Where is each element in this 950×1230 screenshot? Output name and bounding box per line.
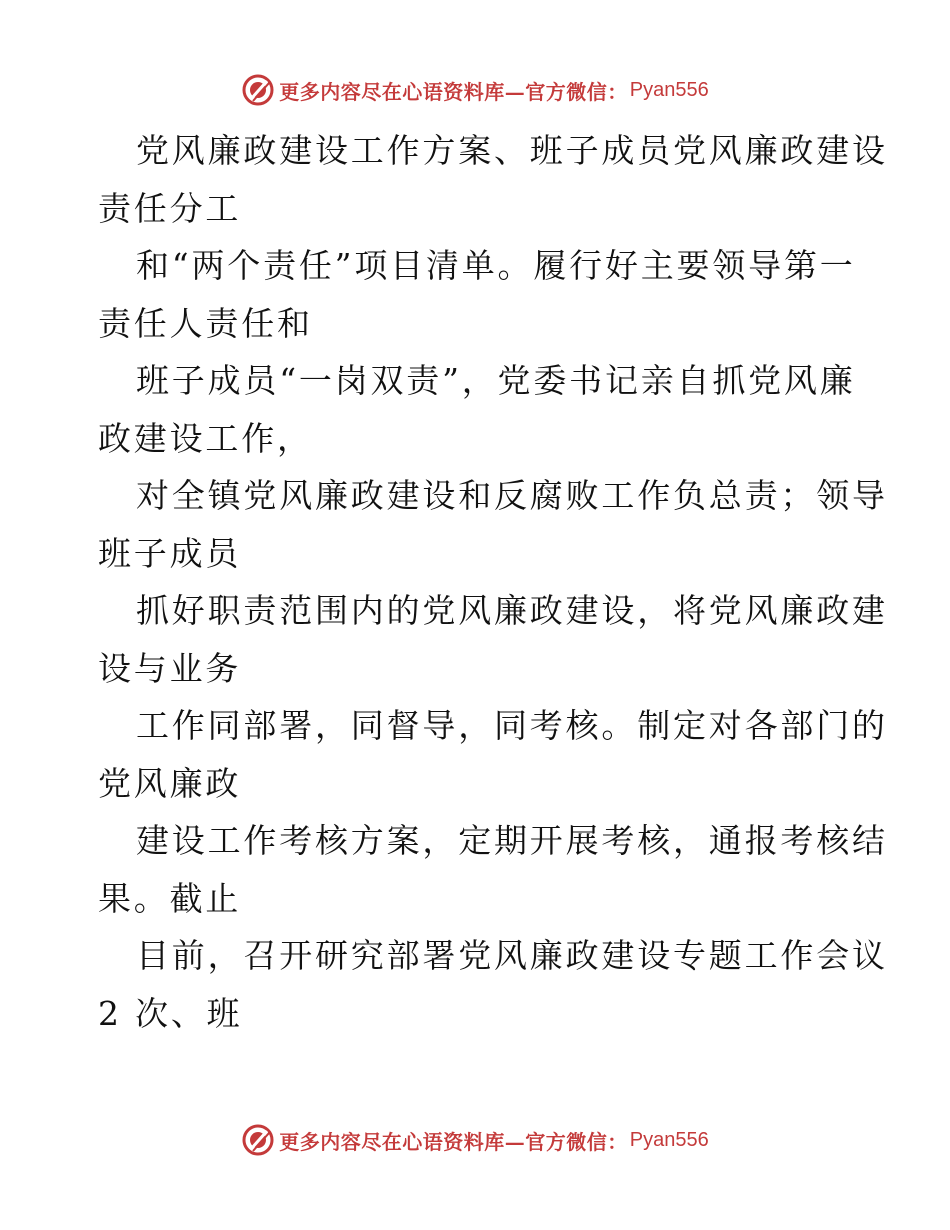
footer-banner bbox=[0, 1120, 950, 1160]
body-line: 班子成员 bbox=[98, 533, 242, 573]
body-line: 建设工作考核方案，定期开展考核，通报考核结 bbox=[136, 821, 888, 860]
body-line: 对全镇党风廉政建设和反腐败工作负总责；领导 bbox=[136, 476, 888, 515]
body-line: 目前，召开研究部署党风廉政建设专题工作会议 bbox=[136, 936, 888, 975]
red-stamp-logo-icon bbox=[241, 73, 275, 107]
header-banner bbox=[0, 70, 950, 110]
body-line: 党风廉政建设工作方案、班子成员党风廉政建设 bbox=[136, 131, 888, 170]
body-line: 抓好职责范围内的党风廉政建设，将党风廉政建 bbox=[136, 591, 888, 630]
header-banner-text: 更多内容尽在心语资料库—官方微信： bbox=[279, 79, 628, 104]
document-body bbox=[98, 122, 888, 1042]
body-line: 2 次、班 bbox=[98, 993, 243, 1033]
header-banner-id: Pyan556 bbox=[629, 78, 709, 101]
body-line: 设与业务 bbox=[98, 648, 242, 688]
body-line: 和“两个责任”项目清单。履行好主要领导第一 bbox=[136, 246, 856, 285]
footer-banner-text: 更多内容尽在心语资料库—官方微信： bbox=[279, 1129, 628, 1154]
footer-banner-id: Pyan556 bbox=[629, 1128, 709, 1151]
body-line: 工作同部署，同督导，同考核。制定对各部门的 bbox=[136, 706, 888, 745]
body-line: 班子成员“一岗双责”，党委书记亲自抓党风廉 bbox=[136, 361, 856, 400]
body-line: 党风廉政 bbox=[98, 763, 242, 803]
body-line: 责任分工 bbox=[98, 188, 242, 228]
body-line: 责任人责任和 bbox=[98, 303, 313, 343]
body-line: 果。截止 bbox=[98, 878, 242, 918]
red-stamp-logo-icon bbox=[241, 1123, 275, 1157]
body-line: 政建设工作， bbox=[98, 418, 313, 458]
